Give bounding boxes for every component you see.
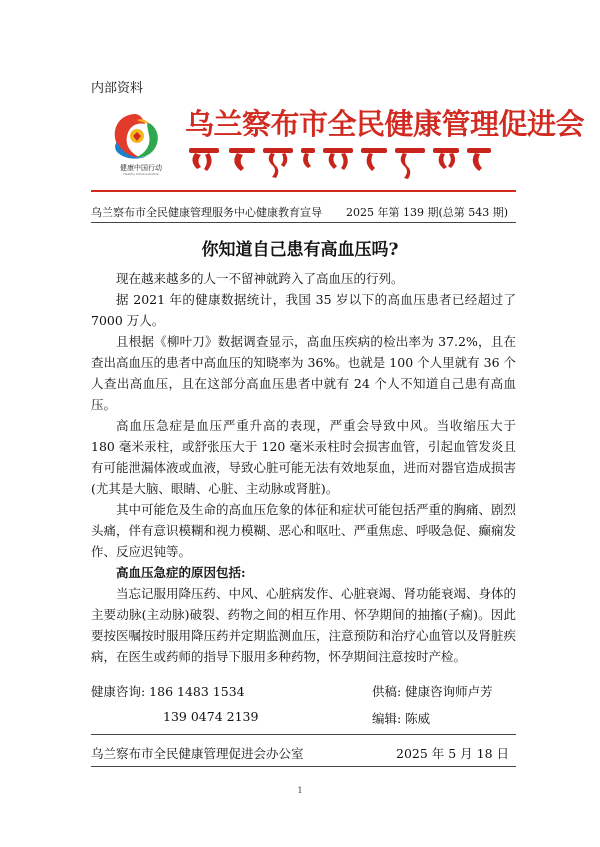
footer-divider-top — [91, 734, 516, 735]
page-number: 1 — [297, 786, 303, 795]
health-china-logo-icon — [103, 108, 169, 164]
footer-divider-bottom — [91, 766, 516, 767]
paragraph: 其中可能危及生命的高血压危象的体征和症状可能包括严重的胸痛、剧烈头痛，伴有意识模糊和视力模糊、恶心和呕吐、严重焦虑、呼吸急促、癫痫发作、反应迟钝等。 — [91, 502, 517, 559]
paragraph: 且根据《柳叶刀》数据调查显示，高血压疾病的检出率为 37.2%，且在查出高血压的患者中高血压的知晓率为 36%。也就是 100 个人里就有 36 个人查出高血压，且在这部分高血压患者中就有 24 个人不知道自己患有高血压。 — [91, 334, 516, 412]
issuer-line: 乌兰察布市全民健康管理服务中心健康教育宣导 — [91, 206, 322, 219]
paragraph: 据 2021 年的健康数据统计，我国 35 岁以下的高血压患者已经超过了 7000 万人。 — [91, 292, 516, 328]
article-title: 你知道自己患有高血压吗? — [201, 240, 399, 260]
header-divider — [91, 222, 516, 223]
editor-credit: 编辑: 陈威 — [372, 711, 431, 726]
internal-label: 内部资料 — [91, 81, 144, 96]
organization-title: 乌兰察布市全民健康管理促进会 — [185, 107, 585, 141]
causes-subheading: 高血压急症的原因包括: — [116, 565, 246, 580]
header-red-rule — [91, 190, 516, 192]
issue-number: 2025 年第 139 期(总第 543 期) — [346, 206, 509, 219]
paragraph: 高血压急症是血压严重升高的表现，严重会导致中风。当收缩压大于 180 毫米汞柱，或舒张压大于 120 毫米汞柱时会损害血管，引起血管发炎且有可能泄漏体液或血液，导致心脏可能无法有效地泵血，进而对器官造成损害(尤其是大脑、眼睛、心脏、主动脉或肾脏)。 — [91, 418, 517, 496]
paragraph: 当忘记服用降压药、中风、心脏病发作、心脏衰竭、肾功能衰竭、身体的主要动脉(主动脉)破裂、药物之间的相互作用、怀孕期间的抽搐(子痫)。因此要按医嘱按时服用降压药并定期监测血压，注意预防和治疗心血管以及肾脏疾病，在医生或药师的指导下服用多种药物，怀孕期间注意按时产检。 — [91, 586, 517, 664]
article-body — [91, 268, 516, 667]
source-credit: 供稿: 健康咨询师卢芳 — [372, 684, 493, 699]
logo-text: 健康中国行动 — [120, 164, 162, 172]
consult-phone-1: 健康咨询: 186 1483 1534 — [91, 684, 245, 699]
logo-subtext: Healthy China Initiative — [123, 172, 159, 176]
paragraph: 现在越来越多的人一不留神就跨入了高血压的行列。 — [116, 271, 404, 286]
office-name: 乌兰察布市全民健康管理促进会办公室 — [91, 746, 304, 761]
consult-phone-2: 139 0474 2139 — [163, 709, 259, 724]
publish-date: 2025 年 5 月 18 日 — [396, 746, 510, 761]
mongolian-script-title-icon — [185, 142, 495, 182]
